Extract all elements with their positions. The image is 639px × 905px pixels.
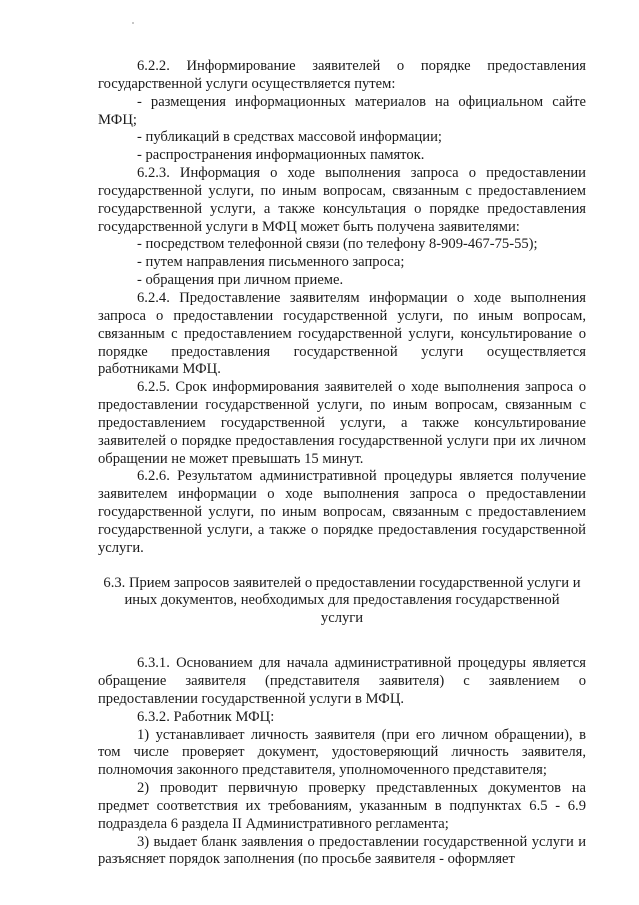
list-item: 1) устанавливает личность заявителя (при его личном обращении), в том числе проверяет документ, удостоверяющий личность заявителя, полномочия законного представителя, уполномоченного представителя;	[98, 726, 586, 779]
list-item: - обращения при личном приеме.	[137, 272, 344, 289]
list-item: 3) выдает бланк заявления о предоставлении государственной услуги и разъясняет порядок заполнения (по просьбе заявителя - оформляет	[98, 833, 586, 868]
section-6-3-heading: 6.3. Прием запросов заявителей о предоставлении государственной услуги и иных документов, необходимых для предоставления государственной услуги	[103, 574, 581, 627]
list-item: - размещения информационных материалов на официальном сайте МФЦ;	[98, 93, 586, 128]
scan-speck	[132, 22, 134, 24]
spacer	[98, 628, 586, 655]
list-item: - посредством телефонной связи (по телефону 8-909-467-75-55);	[137, 236, 538, 253]
section-6-2-4: 6.2.4. Предоставление заявителям информации о ходе выполнения запроса о предоставлении государственной услуги, по иным вопросам, связанным с предоставлением государственной услуги, консультирование о порядке предоставления государственной услуги осуществляется работниками МФЦ.	[98, 289, 586, 378]
list-item: - распространения информационных памяток.	[137, 147, 425, 164]
list-item: - путем направления письменного запроса;	[137, 254, 405, 271]
list-item: 2) проводит первичную проверку представленных документов на предмет соответствия их требованиям, указанным в подпунктах 6.5 - 6.9 подраздела 6 раздела II Административного регламента;	[98, 780, 586, 832]
section-6-2-3-intro: 6.2.3. Информация о ходе выполнения запроса о предоставлении государственной услуги, по иным вопросам, связанным с предоставлением государственной услуги, а также консультация о порядке предоставления государственной услуги в МФЦ может быть получена заявителями:	[98, 165, 586, 235]
section-6-2-6: 6.2.6. Результатом административной процедуры является получение заявителем информации о ходе выполнения запроса о предоставлении государственной услуги, по иным вопросам, связанным с предоставлением государственной услуги, а также о порядке предоставления государственной услуги.	[98, 468, 586, 556]
section-6-3-1: 6.3.1. Основанием для начала административной процедуры является обращение заявителя (представителя заявителя) с заявлением о предоставлении государственной услуги в МФЦ.	[98, 655, 586, 707]
section-6-2-2-intro: 6.2.2. Информирование заявителей о порядке предоставления государственной услуги осуществляется путем:	[98, 58, 586, 92]
section-6-2-5: 6.2.5. Срок информирования заявителей о ходе выполнения запроса о предоставлении государственной услуги, по иным вопросам, связанным с предоставлением государственной услуги, а также консультирование заявителей о порядке предоставления государственной услуги при их личном обращении не может превышать 15 минут.	[98, 379, 586, 467]
spacer	[98, 558, 586, 575]
list-item: - публикаций в средствах массовой информации;	[137, 129, 442, 146]
section-6-3-2-intro: 6.3.2. Работник МФЦ:	[137, 708, 275, 725]
document-page	[98, 58, 586, 869]
